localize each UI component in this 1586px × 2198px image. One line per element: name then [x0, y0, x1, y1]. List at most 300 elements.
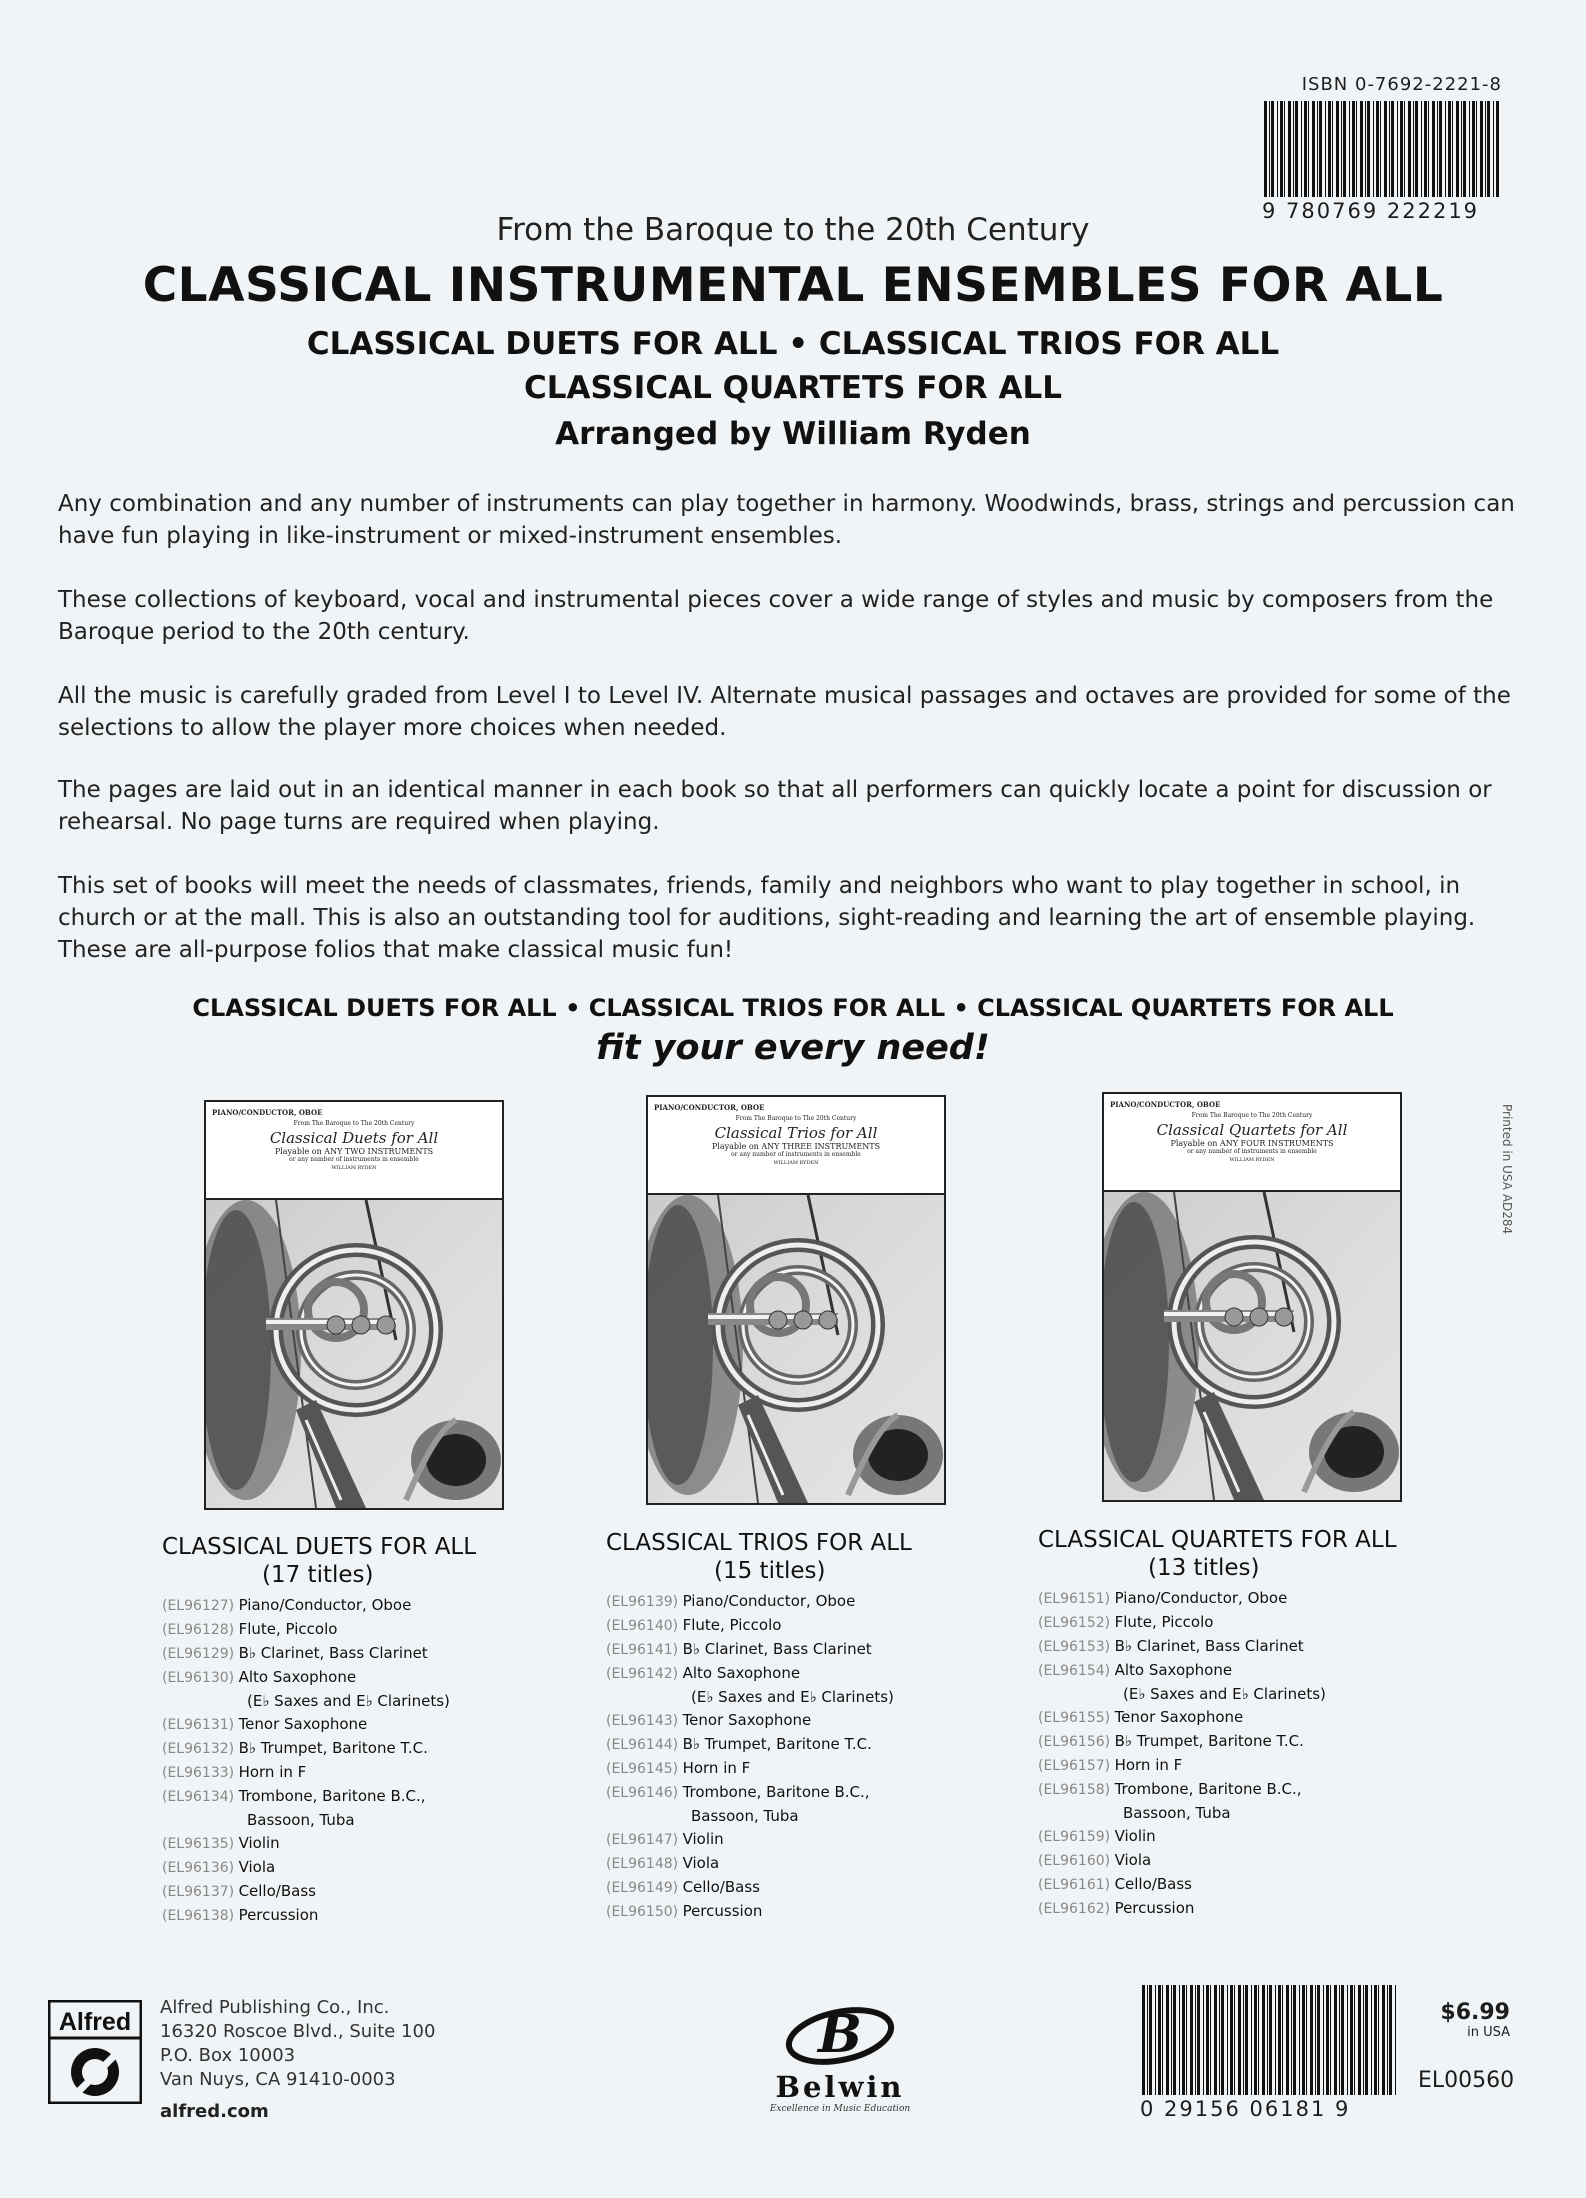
barcode-bar — [1452, 101, 1453, 197]
item-name: Horn in F — [238, 1763, 307, 1781]
list-heading: CLASSICAL QUARTETS FOR ALL — [1038, 1527, 1397, 1553]
barcode-bar — [1432, 101, 1435, 197]
isbn-barcode — [1262, 101, 1502, 197]
item-code: (EL96150) — [606, 1904, 683, 1920]
list-item — [162, 1737, 562, 1761]
barcode-bar — [1234, 1985, 1235, 2095]
item-name: Percussion — [238, 1906, 319, 1924]
title-list — [1038, 1587, 1478, 1921]
item-name: Bassoon, Tuba — [247, 1811, 355, 1829]
barcode-bar — [1206, 1985, 1209, 2095]
item-name: Viola — [1114, 1851, 1152, 1869]
item-code: (EL96153) — [1038, 1639, 1115, 1655]
item-code: (EL96129) — [162, 1646, 239, 1662]
item-name: B♭ Clarinet, Bass Clarinet — [682, 1640, 872, 1658]
item-code: (EL96138) — [162, 1908, 239, 1924]
list-item — [606, 1781, 1026, 1805]
item-name: Tenor Saxophone — [238, 1715, 368, 1733]
barcode-bar — [1400, 101, 1403, 197]
cover-instrument: PIANO/CONDUCTOR, OBOE — [654, 1103, 765, 1112]
barcode-bar — [1142, 1985, 1145, 2095]
barcode-bar — [1182, 1985, 1185, 2095]
barcode-bar — [1210, 1985, 1211, 2095]
list-item — [606, 1590, 1026, 1614]
barcode-bar — [1195, 1985, 1196, 2095]
paragraph: The pages are laid out in an identical manner in each book so that all performers can quickly locate a point for discussion or rehearsal. No page turns are required when playing. — [58, 777, 1492, 835]
title-list — [606, 1590, 1026, 1924]
barcode-bar — [1476, 101, 1477, 197]
item-name: Trombone, Baritone B.C., — [238, 1787, 426, 1805]
item-code: (EL96141) — [606, 1642, 683, 1658]
belwin-logo — [740, 2000, 940, 2114]
belwin-slogan: Excellence in Music Education — [769, 2104, 911, 2114]
item-code: (EL96140) — [606, 1618, 683, 1634]
barcode-bar — [1339, 1985, 1340, 2095]
item-code: (EL96161) — [1038, 1877, 1115, 1893]
cover-arranger: WILLIAM RYDEN — [1229, 1157, 1275, 1163]
fit-slogan: fit your every need! — [596, 1028, 990, 1068]
list-item — [162, 1809, 562, 1832]
item-code: (EL96147) — [606, 1832, 683, 1848]
cover-any: or any number of instruments in ensemble — [289, 1156, 419, 1163]
publisher-address — [160, 1996, 435, 2124]
item-code: (EL96157) — [1038, 1758, 1115, 1774]
barcode-bar — [1496, 101, 1499, 197]
item-name: Trombone, Baritone B.C., — [1114, 1780, 1302, 1798]
list-item — [1038, 1873, 1478, 1897]
list-item — [1038, 1825, 1478, 1849]
barcode-bar — [1227, 1985, 1228, 2095]
list-item — [1038, 1802, 1478, 1825]
item-name: (E♭ Saxes and E♭ Clarinets) — [247, 1692, 450, 1710]
barcode-bar — [1469, 101, 1470, 197]
address-line: 16320 Roscoe Blvd., Suite 100 — [160, 2021, 436, 2042]
cover-title: Classical Duets for All — [269, 1129, 439, 1147]
barcode-bar — [1415, 101, 1418, 197]
tagline: CLASSICAL DUETS FOR ALL • CLASSICAL TRIOS FOR ALL • CLASSICAL QUARTETS FOR ALL — [192, 994, 1394, 1022]
item-code: (EL96133) — [162, 1765, 239, 1781]
barcode-bar — [1463, 101, 1466, 197]
item-code: EL00560 — [1418, 2068, 1515, 2093]
list-item — [162, 1594, 562, 1618]
cover-title: Classical Trios for All — [714, 1124, 878, 1142]
barcode-bar — [1373, 101, 1374, 197]
barcode-bar — [1472, 101, 1475, 197]
address-line: P.O. Box 10003 — [160, 2045, 296, 2066]
barcode-bar — [1374, 1985, 1377, 2095]
item-name: Cello/Bass — [238, 1882, 316, 1900]
list-item — [162, 1666, 562, 1690]
item-name: Violin — [682, 1830, 724, 1848]
barcode-bar — [1347, 1985, 1348, 2095]
item-code: (EL96160) — [1038, 1853, 1115, 1869]
item-code: (EL96131) — [162, 1717, 239, 1733]
barcode-bar — [1306, 1985, 1307, 2095]
barcode-bar — [1155, 1985, 1156, 2095]
barcode-bar — [1179, 1985, 1180, 2095]
barcode-bar — [1277, 101, 1278, 197]
barcode-bar — [1387, 1985, 1388, 2095]
barcode-bar — [1317, 101, 1318, 197]
item-name: B♭ Trumpet, Baritone T.C. — [238, 1739, 428, 1757]
isbn-label: ISBN 0-7692-2221-8 — [1301, 74, 1502, 95]
barcode-bar — [1461, 101, 1462, 197]
barcode-bar — [1341, 101, 1342, 197]
item-name: B♭ Clarinet, Bass Clarinet — [1114, 1637, 1304, 1655]
french-horn-illustration — [648, 1195, 944, 1503]
item-code: (EL96127) — [162, 1598, 239, 1614]
list-count: (13 titles) — [1148, 1555, 1260, 1581]
barcode-bar — [1487, 101, 1490, 197]
barcode-bar — [1308, 101, 1309, 197]
list-item — [606, 1852, 1026, 1876]
list-item — [606, 1638, 1026, 1662]
svg-text:B: B — [818, 2004, 862, 2065]
item-name: Percussion — [682, 1902, 763, 1920]
barcode-bar — [1171, 1985, 1172, 2095]
barcode-bar — [1301, 101, 1302, 197]
subtitle: From the Baroque to the 20th Century — [496, 212, 1090, 248]
barcode-bar — [1162, 1985, 1163, 2095]
item-code: (EL96134) — [162, 1789, 239, 1805]
barcode-bar — [1352, 101, 1355, 197]
item-code: (EL96155) — [1038, 1710, 1115, 1726]
list-count: (17 titles) — [262, 1562, 374, 1588]
title-list — [162, 1594, 562, 1928]
list-item — [606, 1757, 1026, 1781]
barcode-bar — [1326, 1985, 1329, 2095]
barcode-bar — [1389, 1985, 1392, 2095]
list-item — [1038, 1659, 1478, 1683]
barcode-bar — [1291, 1985, 1292, 2095]
barcode-bar — [1325, 101, 1326, 197]
list-item — [162, 1713, 562, 1737]
item-name: Bassoon, Tuba — [691, 1807, 799, 1825]
website-link[interactable]: alfred.com — [160, 2101, 269, 2122]
barcode-bar — [1186, 1985, 1187, 2095]
barcode-bar — [1356, 101, 1357, 197]
list-item — [606, 1828, 1026, 1852]
barcode-bar — [1448, 101, 1451, 197]
belwin-emblem — [785, 2000, 895, 2066]
barcode-bar — [1203, 1985, 1204, 2095]
barcode-bar — [1295, 101, 1298, 197]
item-name: Flute, Piccolo — [1114, 1613, 1214, 1631]
item-code: (EL96135) — [162, 1836, 239, 1852]
barcode-bar — [1258, 1985, 1259, 2095]
list-heading: CLASSICAL TRIOS FOR ALL — [606, 1530, 912, 1556]
item-code: (EL96142) — [606, 1666, 683, 1682]
cover-duets — [204, 1100, 504, 1510]
price-note: in USA — [1467, 2025, 1510, 2040]
list-item — [1038, 1849, 1478, 1873]
barcode-bar — [1286, 1985, 1289, 2095]
item-name: Violin — [1114, 1827, 1156, 1845]
address-line: Alfred Publishing Co., Inc. — [160, 1997, 390, 2018]
barcode-bar — [1319, 101, 1322, 197]
duets-list-block — [162, 1534, 562, 1928]
barcode-bar — [1358, 1985, 1361, 2095]
barcode-bar — [1245, 1985, 1248, 2095]
cover-from: From The Baroque to The 20th Century — [735, 1115, 857, 1122]
barcode-bar — [1334, 1985, 1337, 2095]
barcode-bar — [1395, 1985, 1396, 2095]
cover-instrument: PIANO/CONDUCTOR, OBOE — [1110, 1100, 1221, 1109]
item-name: Viola — [682, 1854, 720, 1872]
list-item — [606, 1709, 1026, 1733]
barcode-bar — [1456, 101, 1459, 197]
item-name: Bassoon, Tuba — [1123, 1804, 1231, 1822]
barcode-bar — [1190, 1985, 1193, 2095]
barcode-bar — [1493, 101, 1494, 197]
item-code: (EL96162) — [1038, 1901, 1115, 1917]
item-code: (EL96137) — [162, 1884, 239, 1900]
list-item — [162, 1832, 562, 1856]
barcode-bar — [1197, 1985, 1200, 2095]
barcode-bar — [1382, 1985, 1385, 2095]
list-item — [1038, 1683, 1478, 1706]
cover-trios — [646, 1095, 946, 1505]
barcode-bar — [1147, 1985, 1148, 2095]
item-code: (EL96136) — [162, 1860, 239, 1876]
item-name: Tenor Saxophone — [682, 1711, 812, 1729]
cover-arranger: WILLIAM RYDEN — [773, 1160, 819, 1166]
list-item — [162, 1618, 562, 1642]
address-line: Van Nuys, CA 91410-0003 — [160, 2069, 396, 2090]
item-name: Violin — [238, 1834, 280, 1852]
barcode-bar — [1158, 1985, 1161, 2095]
item-name: Piano/Conductor, Oboe — [1114, 1589, 1288, 1607]
barcode-bar — [1376, 101, 1379, 197]
item-name: (E♭ Saxes and E♭ Clarinets) — [1123, 1685, 1326, 1703]
item-code: (EL96158) — [1038, 1782, 1115, 1798]
list-item — [606, 1805, 1026, 1828]
barcode-bar — [1380, 101, 1381, 197]
barcode-bar — [1251, 1985, 1252, 2095]
list-item — [162, 1690, 562, 1713]
item-code: (EL96146) — [606, 1785, 683, 1801]
barcode-bar — [1267, 1985, 1268, 2095]
french-horn-illustration — [1104, 1192, 1400, 1500]
isbn-digits: 9 780769 222219 — [1262, 199, 1480, 223]
barcode-bar — [1280, 101, 1283, 197]
list-item — [162, 1761, 562, 1785]
price-block — [1410, 2000, 1510, 2040]
barcode-bar — [1365, 101, 1366, 197]
item-name: B♭ Trumpet, Baritone T.C. — [682, 1735, 872, 1753]
list-heading: CLASSICAL DUETS FOR ALL — [162, 1534, 477, 1560]
price: $6.99 — [1440, 2000, 1510, 2025]
barcode-bar — [1262, 1985, 1265, 2095]
list-item — [162, 1785, 562, 1809]
list-item — [606, 1733, 1026, 1757]
item-name: Flute, Piccolo — [682, 1616, 782, 1634]
barcode-bar — [1421, 101, 1422, 197]
list-item — [1038, 1754, 1478, 1778]
list-item — [606, 1662, 1026, 1686]
barcode-bar — [1275, 1985, 1276, 2095]
barcode-bar — [1282, 1985, 1283, 2095]
barcode-bar — [1363, 1985, 1364, 2095]
barcode-bar — [1404, 101, 1405, 197]
list-item — [1038, 1730, 1478, 1754]
list-item — [606, 1686, 1026, 1709]
barcode-bar — [1288, 101, 1291, 197]
barcode-bar — [1278, 1985, 1281, 2095]
list-item — [606, 1876, 1026, 1900]
list-item — [162, 1880, 562, 1904]
series-line-1: CLASSICAL DUETS FOR ALL • CLASSICAL TRIOS FOR ALL — [306, 326, 1280, 362]
trios-list-block — [606, 1530, 1026, 1924]
arranger: Arranged by William Ryden — [555, 416, 1031, 452]
list-item — [606, 1614, 1026, 1638]
barcode-bar — [1230, 1985, 1233, 2095]
list-item — [1038, 1897, 1478, 1921]
barcode-bar — [1243, 1985, 1244, 2095]
item-name: Alto Saxophone — [238, 1668, 357, 1686]
barcode-bar — [1336, 101, 1339, 197]
barcode-bar — [1349, 101, 1350, 197]
item-code: (EL96148) — [606, 1856, 683, 1872]
item-code: (EL96151) — [1038, 1591, 1115, 1607]
isbn-block — [1262, 74, 1502, 223]
item-code: (EL96139) — [606, 1594, 683, 1610]
barcode-bar — [1264, 101, 1267, 197]
barcode-bar — [1408, 101, 1411, 197]
printed-in-usa-note: Printed in USA AD284 — [1500, 1104, 1514, 1235]
paragraph: Any combination and any number of instruments can play together in harmony. Woodwinds, brass, strings and percussion can have fun playing in like-instrument or mixed-instrument ensembles. — [58, 491, 1515, 549]
barcode-bar — [1315, 1985, 1316, 2095]
barcode-bar — [1166, 1985, 1169, 2095]
list-item — [162, 1856, 562, 1880]
cover-any: or any number of instruments in ensemble — [731, 1151, 861, 1158]
item-name: Alto Saxophone — [1114, 1661, 1233, 1679]
list-item — [1038, 1635, 1478, 1659]
barcode-bar — [1389, 101, 1390, 197]
item-code: (EL96154) — [1038, 1663, 1115, 1679]
barcode-bar — [1397, 101, 1398, 197]
upc-barcode — [1140, 1985, 1400, 2095]
item-code: (EL96152) — [1038, 1615, 1115, 1631]
barcode-bar — [1365, 1985, 1368, 2095]
barcode-bar — [1341, 1985, 1344, 2095]
barcode-bar — [1302, 1985, 1305, 2095]
item-name: B♭ Clarinet, Bass Clarinet — [238, 1644, 428, 1662]
cover-playable: Playable on ANY FOUR INSTRUMENTS — [1170, 1139, 1334, 1148]
item-code: (EL96144) — [606, 1737, 683, 1753]
barcode-bar — [1254, 1985, 1257, 2095]
cover-instrument: PIANO/CONDUCTOR, OBOE — [212, 1108, 323, 1117]
barcode-bar — [1367, 101, 1370, 197]
main-title: CLASSICAL INSTRUMENTAL ENSEMBLES FOR ALL — [142, 258, 1444, 313]
barcode-bar — [1330, 1985, 1331, 2095]
item-code: (EL96132) — [162, 1741, 239, 1757]
barcode-bar — [1439, 101, 1442, 197]
barcode-bar — [1323, 1985, 1324, 2095]
item-name: Piano/Conductor, Oboe — [238, 1596, 412, 1614]
barcode-bar — [1391, 101, 1394, 197]
barcode-bar — [1271, 101, 1274, 197]
barcode-bar — [1371, 1985, 1372, 2095]
svg-text:Alfred: Alfred — [58, 2008, 132, 2036]
list-item — [162, 1642, 562, 1666]
barcode-bar — [1173, 1985, 1176, 2095]
barcode-bar — [1214, 1985, 1217, 2095]
item-code: (EL96149) — [606, 1880, 683, 1896]
barcode-bar — [1378, 1985, 1379, 2095]
list-item — [162, 1904, 562, 1928]
list-item — [1038, 1611, 1478, 1635]
list-item — [1038, 1778, 1478, 1802]
barcode-bar — [1343, 101, 1346, 197]
barcode-bar — [1221, 1985, 1224, 2095]
alfred-logo — [48, 2000, 142, 2104]
paragraph: All the music is carefully graded from Level I to Level IV. Alternate musical passages and octaves are provided for some of the selections to allow the player more choices when needed. — [58, 683, 1511, 741]
cover-title: Classical Quartets for All — [1156, 1121, 1348, 1139]
item-code: (EL96128) — [162, 1622, 239, 1638]
cover-playable: Playable on ANY THREE INSTRUMENTS — [711, 1142, 881, 1151]
barcode-bar — [1437, 101, 1438, 197]
item-name: (E♭ Saxes and E♭ Clarinets) — [691, 1688, 894, 1706]
barcode-bar — [1384, 101, 1387, 197]
alfred-logo-mark — [48, 2000, 142, 2104]
paragraph: This set of books will meet the needs of classmates, friends, family and neighbors who want to play together in school, in church or at the mall. This is also an outstanding tool for auditions, sight-reading and learning the art of ensemble playing. These are all-purpose folios that make classical music fun! — [58, 873, 1476, 963]
barcode-bar — [1332, 101, 1333, 197]
item-name: Alto Saxophone — [682, 1664, 801, 1682]
item-name: B♭ Trumpet, Baritone T.C. — [1114, 1732, 1304, 1750]
barcode-bar — [1149, 1985, 1152, 2095]
series-line-2: CLASSICAL QUARTETS FOR ALL — [524, 370, 1062, 406]
item-name: Viola — [238, 1858, 276, 1876]
list-item — [1038, 1587, 1478, 1611]
barcode-bar — [1445, 101, 1446, 197]
paragraph: These collections of keyboard, vocal and instrumental pieces cover a wide range of styles and music by composers from the Baroque period to the 20th century. — [58, 587, 1494, 645]
barcode-bar — [1317, 1985, 1320, 2095]
barcode-bar — [1284, 101, 1285, 197]
item-code: (EL96130) — [162, 1670, 239, 1686]
item-code: (EL96143) — [606, 1713, 683, 1729]
item-name: Tenor Saxophone — [1114, 1708, 1244, 1726]
cover-from: From The Baroque to The 20th Century — [1191, 1112, 1313, 1119]
barcode-bar — [1480, 101, 1483, 197]
list-item — [1038, 1706, 1478, 1730]
barcode-bar — [1312, 101, 1315, 197]
barcode-bar — [1219, 1985, 1220, 2095]
barcode-bar — [1299, 1985, 1300, 2095]
item-name: Flute, Piccolo — [238, 1620, 338, 1638]
cover-arranger: WILLIAM RYDEN — [331, 1165, 377, 1171]
item-name: Horn in F — [682, 1759, 751, 1777]
french-horn-illustration — [206, 1200, 502, 1508]
cover-playable: Playable on ANY TWO INSTRUMENTS — [274, 1147, 434, 1156]
list-item — [606, 1900, 1026, 1924]
item-name: Trombone, Baritone B.C., — [682, 1783, 870, 1801]
barcode-bar — [1269, 1985, 1272, 2095]
barcode-bar — [1413, 101, 1414, 197]
barcode-bar — [1304, 101, 1307, 197]
barcode-bar — [1293, 101, 1294, 197]
item-name: Cello/Bass — [682, 1878, 760, 1896]
cover-any: or any number of instruments in ensemble — [1187, 1148, 1317, 1155]
cover-quartets — [1102, 1092, 1402, 1502]
item-name: Cello/Bass — [1114, 1875, 1192, 1893]
upc-digits: 0 29156 06181 9 — [1140, 2097, 1351, 2121]
barcode-bar — [1238, 1985, 1241, 2095]
barcode-bar — [1360, 101, 1363, 197]
item-code: (EL96156) — [1038, 1734, 1115, 1750]
barcode-bar — [1269, 101, 1270, 197]
item-name: Percussion — [1114, 1899, 1195, 1917]
